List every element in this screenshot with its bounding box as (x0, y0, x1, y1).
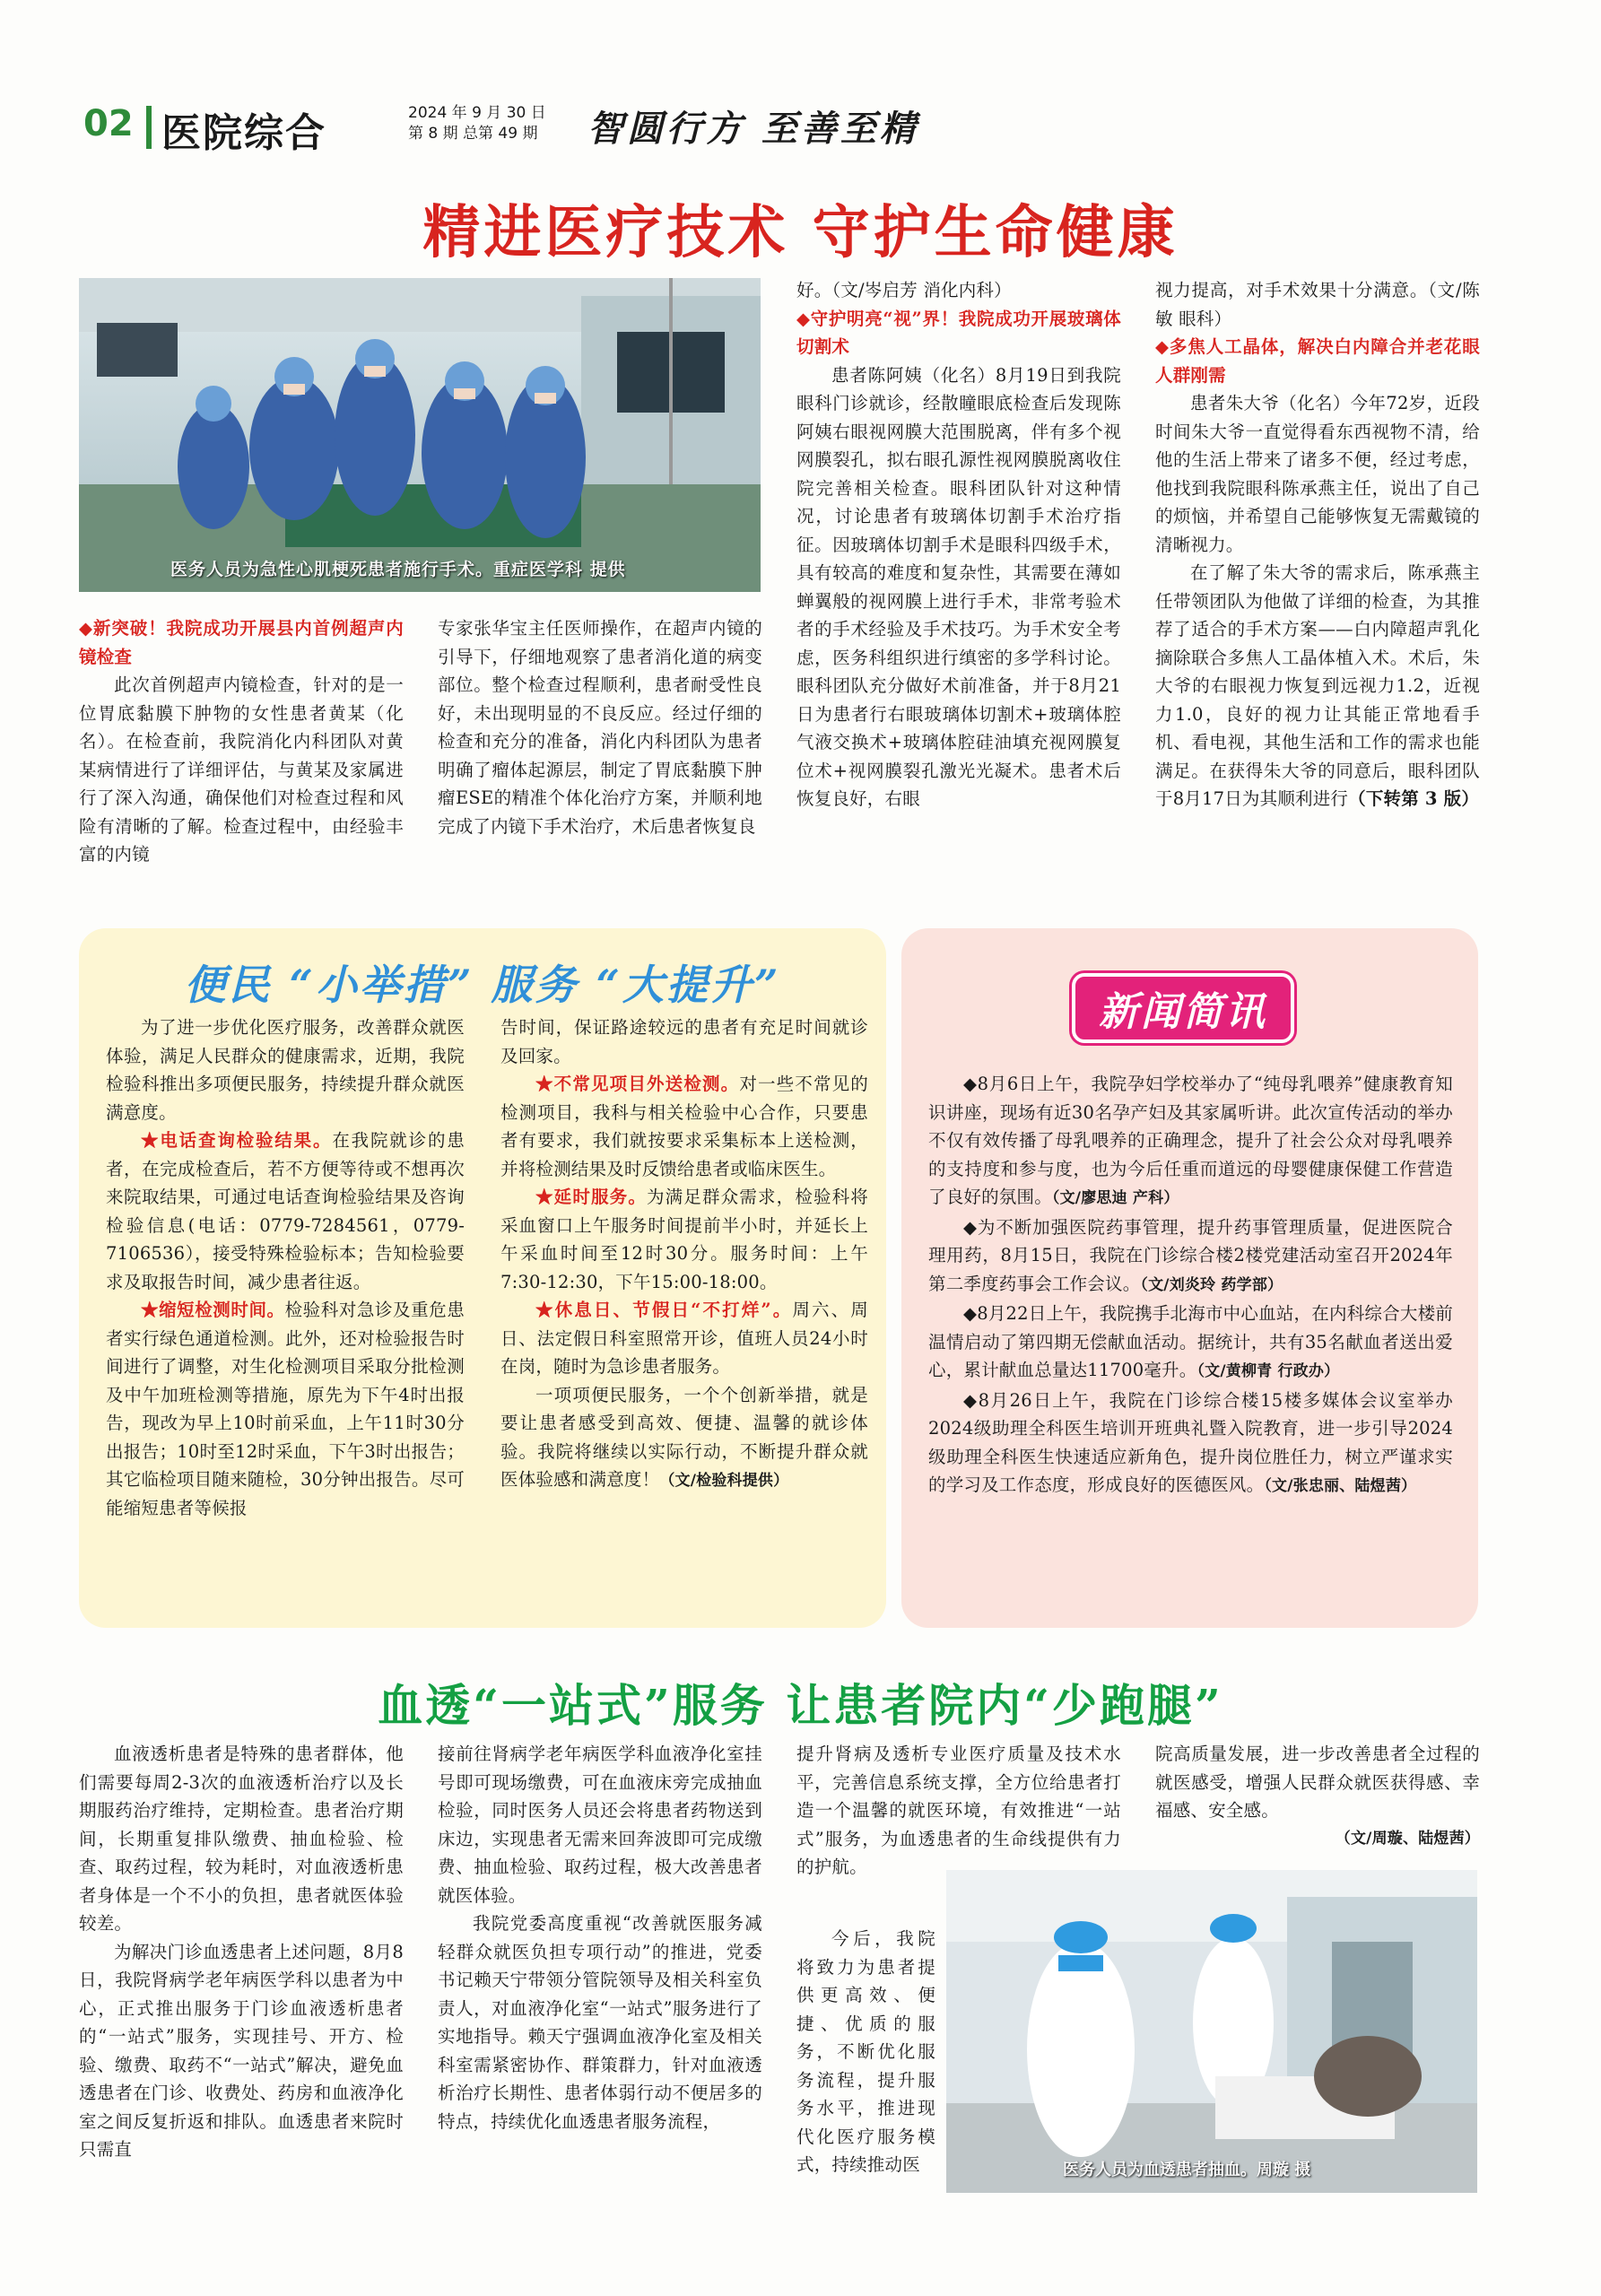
service-item-text: 对一些不常见的检测项目，我科与相关检验中心合作，只要患者有要求，我们就按要求采集标本上送检测，并将检测结果及时反馈给患者或临床医生。 (500, 1074, 868, 1179)
service-column-1 (106, 1013, 465, 1522)
service-item-heading: ★缩短检测时间。 (141, 1300, 285, 1320)
header-slogan: 智圆行方 至善至精 (587, 108, 919, 150)
issue-date: 2024 年 9 月 30 日 (408, 104, 546, 122)
dialysis-paragraph: 我院党委高度重视“改善就医服务减轻群众就医负担专项行动”的推进，党委书记赖天宁带领分管院领导及相关科室负责人，对血液净化室“一站式”服务进行了实地指导。赖天宁强调血液净化室及相关科室需紧密协作、群策群力，针对血液透析治疗长期性、患者体弱行动不便居多的特点，持续优化血透患者服务流程， (438, 1913, 762, 2132)
dialysis-column-3-wrap (796, 1925, 935, 2179)
article-subheading: ◆新突破！我院成功开展县内首例超声内镜检查 (79, 618, 404, 667)
news-item (928, 1300, 1453, 1387)
service-closing-text: 一项项便民服务，一个个创新举措，就是要让患者感受到高效、便捷、温馨的就诊体验。我院将继续以实际行动，不断提升群众就医体验感和满意度！ (500, 1384, 868, 1490)
news-item-credit: （文/廖思迪 产科） (1051, 1189, 1179, 1207)
service-item-heading: ★延时服务。 (535, 1187, 647, 1207)
dialysis-paragraph: 血液透析患者是特殊的患者群体，他们需要每周2-3次的血液透析治疗以及长期服药治疗维持，定期检查。患者治疗期间，长期重复排队缴费、抽血检验、检查、取药过程，较为耗时，对血液透析患者身体是一个不小的负担，患者就医体验较差。 (79, 1744, 404, 1934)
service-item (106, 1296, 465, 1522)
article-column-4 (1155, 276, 1480, 813)
article-column-3 (796, 276, 1121, 813)
article-paragraph: 视力提高，对手术效果十分满意。（文/陈敏 眼科） (1155, 280, 1480, 329)
service-item (500, 1183, 868, 1296)
article-paragraph: 好。（文/岑启芳 消化内科） (796, 280, 1012, 300)
main-headline: 精进医疗技术 守护生命健康 (422, 199, 1179, 266)
news-item-credit: （文/黄柳青 行政办） (1196, 1362, 1340, 1380)
dialysis-paragraph: 接前往肾病学老年病医学科血液净化室挂号即可现场缴费，可在血液床旁完成抽血检验，同时医务人员还会将患者药物送到床边，实现患者无需来回奔波即可完成缴费、抽血检验、取药过程，极大改善患者就医体验。 (438, 1744, 762, 1906)
dialysis-paragraph: 今后，我院将致力为患者提供更高效、便捷、优质的服务，不断优化服务流程，提升服务水平，推进现代化医疗服务模式，持续推动医 (796, 1928, 935, 2175)
article-subheading: ◆守护明亮“视”界！我院成功开展玻璃体切割术 (796, 308, 1121, 357)
service-column-2 (500, 1013, 868, 1496)
dialysis-paragraph: 提升肾病及透析专业医疗质量及技术水平，完善信息系统支撑，全方位给患者打造一个温馨的就医环境，有效推进“一站式”服务，为血透患者的生命线提供有力的护航。 (796, 1744, 1121, 1877)
dialysis-paragraph: 院高质量发展，进一步改善患者全过程的就医感受，增强人民群众就医获得感、幸福感、安全感。 (1155, 1744, 1480, 1821)
dialysis-column-2 (438, 1740, 762, 2135)
service-credit: （文/检验科提供） (659, 1472, 789, 1490)
continued-note: （下转第 3 版） (1348, 788, 1480, 809)
article-paragraph: 患者朱大爷（化名）今年72岁，近段时间朱大爷一直觉得看东西视物不清，给他的生活上带来了诸多不便，经过考虑，他找到我院眼科陈承燕主任，说出了自己的烦恼，并希望自己能够恢复无需戴镜的清晰视力。 (1155, 393, 1480, 555)
service-item-text: 检验科对急诊及重危患者实行绿色通道检测。此外，还对检验报告时间进行了调整，对生化检测项目采取分批检测及中午加班检测等措施，原先为下午4时出报告，现改为早上10时前采血，上午11时30分出报告；10时至12时采血，下午3时出报告；其它临检项目随来随检，30分钟出报告。尽可能缩短患者等候报 (106, 1300, 465, 1518)
header-divider (146, 106, 152, 149)
service-item-heading: ★电话查询检验结果。 (141, 1130, 333, 1151)
service-paragraph: 告时间，保证路途较远的患者有充足时间就诊及回家。 (500, 1017, 868, 1066)
dialysis-credit: （文/周璇、陆煜茜） (1335, 1829, 1480, 1848)
news-item (928, 1213, 1453, 1300)
news-item-text: ◆为不断加强医院药事管理，提升药事管理质量，促进医院合理用药，8月15日，我院在门诊综合楼2楼党建活动室召开2024年第二季度药事会工作会议。 (928, 1216, 1453, 1294)
service-item-text: 为满足群众需求，检验科将采血窗口上午服务时间提前半小时，并延长上午采血时间至12时30分。服务时间：上午7:30-12:30，下午15:00-18:00。 (500, 1187, 869, 1292)
service-item-text: 周六、周日、法定假日科室照常开诊，值班人员24小时在岗，随时为急诊患者服务。 (500, 1300, 868, 1377)
dialysis-column-3 (796, 1740, 1121, 1882)
article-paragraph: 专家张华宝主任医师操作，在超声内镜的引导下，仔细地观察了患者消化道的病变部位。整个检查过程顺利，患者耐受性良好，未出现明显的不良反应。经过仔细的检查和充分的准备，消化内科团队为患者明确了瘤体起源层，制定了胃底黏膜下肿瘤ESE的精准个体化治疗方案，并顺利地完成了内镜下手术治疗，术后患者恢复良 (438, 618, 762, 837)
dialysis-paragraph: 为解决门诊血透患者上述问题，8月8日，我院肾病学老年病医学科以患者为中心，正式推出服务于门诊血液透析患者的“一站式”服务，实现挂号、开方、检验、缴费、取药不“一站式”解决，避免血透患者在门诊、收费处、药房和血液净化室之间反复折返和排队。血透患者来院时只需直 (79, 1941, 404, 2160)
dialysis-photo (946, 1870, 1477, 2193)
convenience-service-title: 便民 “小举措” 服务 “大提升” (184, 961, 781, 1009)
service-item-heading: ★不常见项目外送检测。 (535, 1074, 740, 1094)
news-item (928, 1070, 1453, 1213)
service-item (500, 1070, 868, 1183)
section-title: 医院综合 (161, 110, 326, 156)
page-number: 02 (83, 103, 134, 144)
article-paragraph: 此次首例超声内镜检查，针对的是一位胃底黏膜下肿物的女性患者黄某（化名）。在检查前，我院消化内科团队对黄某病情进行了详细评估，与黄某及家属进行了深入沟通，确保他们对检查过程和风险有清晰的了解。检查过程中，由经验丰富的内镜 (79, 674, 404, 865)
news-badge-label: 新闻简讯 (1099, 989, 1267, 1035)
issue-number: 第 8 期 总第 49 期 (408, 125, 538, 143)
article-subheading: ◆多焦人工晶体，解决白内障合并老花眼人群刚需 (1155, 336, 1480, 386)
news-item-text: ◆8月6日上午，我院孕妇学校举办了“纯母乳喂养”健康教育知识讲座，现场有近30名孕产妇及其家属听讲。此次宣传活动的举办不仅有效传播了母乳喂养的正确理念，提升了社会公众对母乳喂养的支持度和参与度，也为今后任重而道远的母婴健康保健工作营造了良好的氛围。 (928, 1074, 1453, 1207)
news-item-text: ◆8月22日上午，我院携手北海市中心血站，在内科综合大楼前温情启动了第四期无偿献血活动。据统计，共有35名献血者送出爱心，累计献血总量达11700毫升。 (928, 1303, 1453, 1380)
news-item (928, 1387, 1453, 1501)
dialysis-column-1 (79, 1740, 404, 2164)
article-column-2 (438, 614, 762, 840)
service-closing (500, 1381, 868, 1496)
news-item-credit: （文/刘炎玲 药学部） (1140, 1275, 1283, 1294)
dialysis-column-4 (1155, 1740, 1480, 1853)
article-paragraph (1155, 559, 1480, 813)
article-column-1 (79, 614, 404, 869)
article-paragraph: 患者陈阿姨（化名）8月19日到我院眼科门诊就诊，经散瞳眼底检查后发现陈阿姨右眼视网膜大范围脱离，伴有多个视网膜裂孔，拟右眼孔源性视网膜脱离收住院完善相关检查。眼科团队针对这种情况，讨论患者有玻璃体切割手术治疗指征。因玻璃体切割手术是眼科四级手术，具有较高的难度和复杂性，其需要在薄如蝉翼般的视网膜上进行手术，非常考验术者的手术经验及手术技巧。为手术安全考虑，医务科组织进行缜密的多学科讨论。眼科团队充分做好术前准备，并于8月21日为患者行右眼玻璃体切割术+玻璃体腔气液交换术+玻璃体腔硅油填充视网膜复位术+视网膜裂孔激光光凝术。患者术后恢复良好，右眼 (796, 364, 1121, 809)
service-item-text: 在我院就诊的患者，在完成检查后，若不方便等待或不想再次来院取结果，可通过电话查询检验结果及咨询检验信息(电话：0779-7284561，0779-7106536），接受特殊检验标本；告知检验要求及取报告时间，减少患者往返。 (106, 1130, 465, 1292)
photo-caption: 医务人员为急性心肌梗死患者施行手术。重症医学科 提供 (170, 560, 626, 579)
photo-caption: 医务人员为血透患者抽血。周璇 摄 (1063, 2161, 1311, 2179)
service-item (500, 1296, 868, 1381)
news-item-text: ◆8月26日上午，我院在门诊综合楼15楼多媒体会议室举办2024级助理全科医生培训开班典礼暨入院教育，进一步引导2024级助理全科医生快速适应新角色，提升岗位胜任力，树立严谨求实的学习及工作态度，形成良好的医德医风。 (928, 1389, 1453, 1495)
issue-info (408, 103, 546, 144)
service-intro: 为了进一步优化医疗服务，改善群众就医体验，满足人民群众的健康需求，近期，我院检验科推出多项便民服务，持续提升群众就医满意度。 (106, 1017, 465, 1123)
news-item-credit: （文/张忠丽、陆煜茜） (1264, 1477, 1417, 1495)
article-text: 在了解了朱大爷的需求后，陈承燕主任带领团队为他做了详细的检查，为其推荐了适合的手术方案——白内障超声乳化摘除联合多焦人工晶体植入术。术后，朱大爷的右眼视力恢复到远视力1.2，近视力1.0，良好的视力让其能正常地看手机、看电视，其他生活和工作的需求也能满足。在获得朱大爷的同意后，眼科团队于8月17日为其顺利进行 (1155, 562, 1480, 809)
service-item (106, 1126, 465, 1296)
news-list (928, 1070, 1453, 1501)
dialysis-headline: 血透“一站式”服务 让患者院内“少跑腿” (378, 1679, 1223, 1732)
surgery-photo (79, 278, 761, 592)
service-item-heading: ★休息日、节假日“不打烊”。 (535, 1300, 793, 1320)
